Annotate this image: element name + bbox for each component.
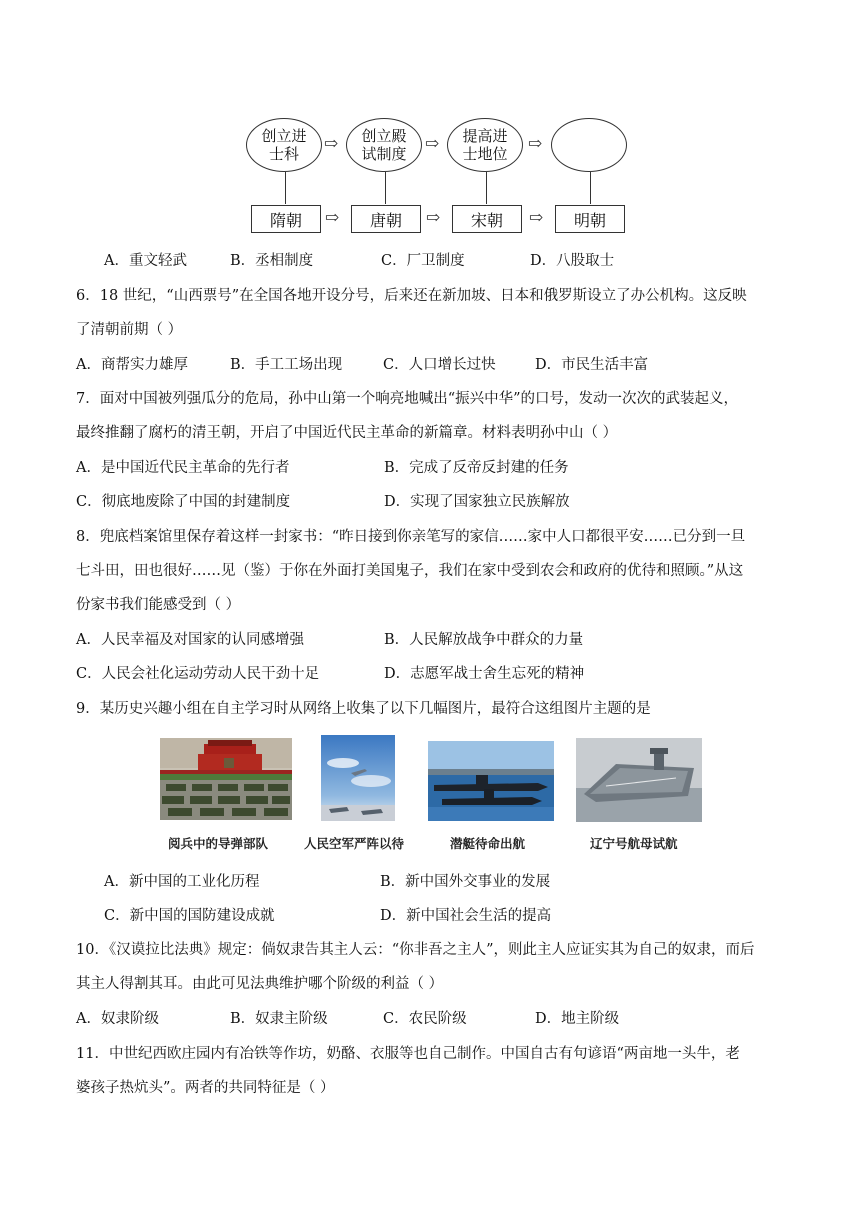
- q5-option-d: D．八股取士: [530, 253, 615, 269]
- q6-option-d: D．市民生活丰富: [535, 357, 649, 373]
- connector-line: [285, 172, 286, 204]
- q6-option-a: A．商帮实力雄厚: [76, 357, 188, 373]
- q6-stem-line-2: 了清朝前期（ ）: [76, 322, 183, 338]
- q11-stem-line-2: 婆孩子热炕头”。两者的共同特征是（ ）: [76, 1080, 335, 1096]
- arrow-icon: ⇨: [425, 134, 440, 154]
- q8-option-b: B．人民解放战争中群众的力量: [384, 632, 584, 648]
- aircraft-carrier-photo: [576, 738, 702, 822]
- q8-option-c: C．人民会社化运动劳动人民干劲十足: [76, 666, 320, 682]
- flow-oval-2: 创立殿试制度: [346, 118, 422, 172]
- q8-stem-line-3: 份家书我们能感受到（ ）: [76, 597, 241, 613]
- q5-option-b: B．丞相制度: [230, 253, 314, 269]
- q5-option-a: A．重文轻武: [104, 253, 187, 269]
- q10-stem-line-2: 其主人得割其耳。由此可见法典维护哪个阶级的利益（ ）: [76, 976, 444, 992]
- q6-option-c: C．人口增长过快: [383, 357, 496, 373]
- q10-option-b: B．奴隶主阶级: [230, 1011, 328, 1027]
- q7-option-c: C．彻底地废除了中国的封建制度: [76, 494, 291, 510]
- flow-oval-1: 创立进士科: [246, 118, 322, 172]
- connector-line: [486, 172, 487, 204]
- q9-stem-line-1: 9．某历史兴趣小组在自主学习时从网络上收集了以下几幅图片，最符合这组图片主题的是: [76, 701, 651, 717]
- missile-parade-photo: [160, 738, 292, 820]
- q9-option-b: B．新中国外交事业的发展: [380, 874, 551, 890]
- q8-option-a: A．人民幸福及对国家的认同感增强: [76, 632, 304, 648]
- connector-line: [385, 172, 386, 204]
- photo-caption-2: 人民空军严阵以待: [304, 836, 405, 851]
- photo-caption-3: 潜艇待命出航: [450, 836, 526, 851]
- q5-option-c: C．厂卫制度: [381, 253, 465, 269]
- q9-option-c: C．新中国的国防建设成就: [104, 908, 275, 924]
- arrow-icon: ⇨: [324, 134, 339, 154]
- arrow-icon: ⇨: [426, 208, 441, 228]
- q8-stem-line-1: 8．兜底档案馆里保存着这样一封家书：“昨日接到你亲笔写的家信……家中人口都很平安……已分到一旦: [76, 529, 746, 545]
- q11-stem-line-1: 11．中世纪西欧庄园内有冶铁等作坊，奶酪、衣服等也自己制作。中国自古有句谚语“两亩地一头牛，老: [76, 1046, 740, 1062]
- flow-box-3: 宋朝: [452, 205, 522, 233]
- flow-oval-3: 提高进士地位: [447, 118, 523, 172]
- q10-option-c: C．农民阶级: [383, 1011, 467, 1027]
- connector-line: [590, 172, 591, 204]
- photo-caption-4: 辽宁号航母试航: [590, 836, 678, 851]
- air-force-photo: [321, 735, 395, 821]
- flow-box-1: 隋朝: [251, 205, 321, 233]
- q8-stem-line-2: 七斗田，田也很好……见（鉴）于你在外面打美国鬼子，我们在家中受到农会和政府的优待和照顾。”从这: [76, 563, 744, 579]
- q7-stem-line-1: 7．面对中国被列强瓜分的危局，孙中山第一个响亮地喊出“振兴中华”的口号，发动一次次的武装起义，: [76, 391, 739, 407]
- q7-stem-line-2: 最终推翻了腐朽的清王朝，开启了中国近代民主革命的新篇章。材料表明孙中山（ ）: [76, 425, 618, 441]
- q6-stem-line-1: 6．18 世纪，“山西票号”在全国各地开设分号，后来还在新加坡、日本和俄罗斯设立了办公机构。这反映: [76, 288, 747, 304]
- flow-oval-4-blank: [551, 118, 627, 172]
- arrow-icon: ⇨: [325, 208, 340, 228]
- arrow-icon: ⇨: [529, 208, 544, 228]
- q7-option-a: A．是中国近代民主革命的先行者: [76, 460, 290, 476]
- flow-box-4: 明朝: [555, 205, 625, 233]
- flow-box-2: 唐朝: [351, 205, 421, 233]
- photo-caption-1: 阅兵中的导弹部队: [168, 836, 269, 851]
- q10-option-a: A．奴隶阶级: [76, 1011, 159, 1027]
- submarine-photo: [428, 741, 554, 821]
- q8-option-d: D．志愿军战士舍生忘死的精神: [384, 666, 585, 682]
- arrow-icon: ⇨: [528, 134, 543, 154]
- q7-option-b: B．完成了反帝反封建的任务: [384, 460, 569, 476]
- q7-option-d: D．实现了国家独立民族解放: [384, 494, 570, 510]
- q10-stem-line-1: 10．《汉谟拉比法典》规定：倘奴隶告其主人云：“你非吾之主人”，则此主人应证实其为自己的奴隶，而后: [76, 942, 755, 958]
- q9-option-a: A．新中国的工业化历程: [104, 874, 260, 890]
- q6-option-b: B．手工工场出现: [230, 357, 343, 373]
- q9-option-d: D．新中国社会生活的提高: [380, 908, 552, 924]
- q10-option-d: D．地主阶级: [535, 1011, 620, 1027]
